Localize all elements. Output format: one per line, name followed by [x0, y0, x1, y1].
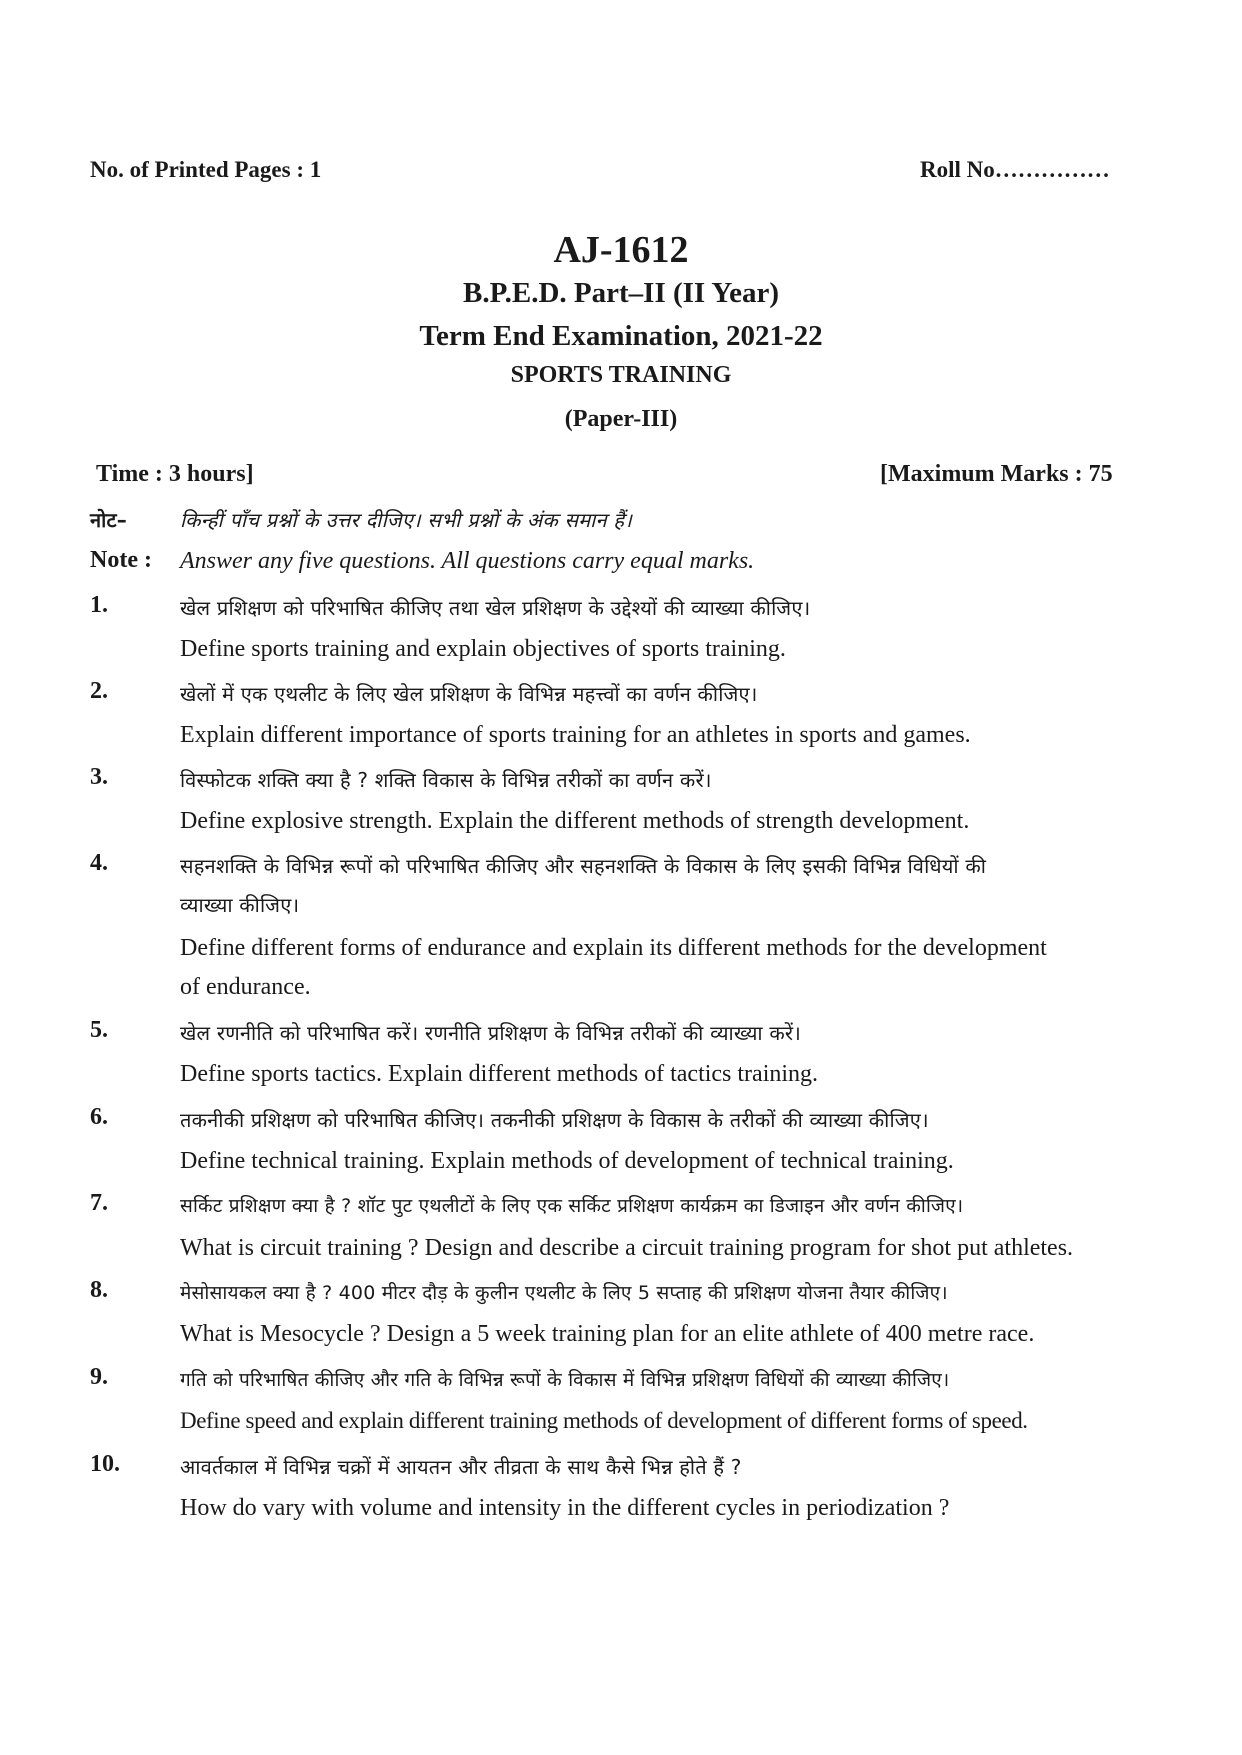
english-note-text: Answer any five questions. All questions carry equal marks.: [180, 548, 755, 574]
printed-pages: No. of Printed Pages : 1: [90, 157, 322, 182]
paper-code: AJ-1612: [553, 229, 689, 271]
question-english: Define sports tactics. Explain different methods of tactics training.: [180, 1061, 819, 1087]
question-hindi: सर्किट प्रशिक्षण क्या है ? शॉट पुट एथलीटों के लिए एक सर्किट प्रशिक्षण कार्यक्रम का डिजाइन और वर्णन कीजिए।: [180, 1195, 964, 1217]
question-number: 1.: [90, 592, 108, 618]
roll-number: Roll No……………: [920, 157, 1110, 182]
hindi-note-text: किन्हीं पाँच प्रश्नों के उत्तर दीजिए। सभी प्रश्नों के अंक समान हैं।: [180, 508, 632, 532]
question-number: 3.: [90, 764, 108, 790]
question-hindi: खेल प्रशिक्षण को परिभाषित कीजिए तथा खेल प्रशिक्षण के उद्देश्यों की व्याख्या कीजिए।: [180, 596, 811, 620]
question-hindi-continued: व्याख्या कीजिए।: [180, 893, 300, 917]
question-number: 2.: [90, 678, 108, 704]
subject-title: SPORTS TRAINING: [510, 362, 732, 388]
maximum-marks: [Maximum Marks : 75: [880, 461, 1113, 487]
question-hindi: खेलों में एक एथलीट के लिए खेल प्रशिक्षण के विभिन्न महत्त्वों का वर्णन कीजिए।: [180, 682, 758, 706]
question-english: Define sports training and explain objectives of sports training.: [180, 636, 786, 662]
question-hindi: मेसोसायकल क्या है ? 400 मीटर दौड़ के कुलीन एथलीट के लिए 5 सप्ताह की प्रशिक्षण योजना तैयार कीजिए।: [180, 1282, 948, 1304]
course-title: B.P.E.D. Part–II (II Year): [462, 277, 780, 309]
question-english: What is circuit training ? Design and describe a circuit training program for shot put athletes.: [180, 1235, 1074, 1261]
question-hindi: आवर्तकाल में विभिन्न चक्रों में आयतन और तीव्रता के साथ कैसे भिन्न होते हैं ?: [180, 1455, 742, 1479]
question-hindi: तकनीकी प्रशिक्षण को परिभाषित कीजिए। तकनीकी प्रशिक्षण के विकास के तरीकों की व्याख्या कीजिए।: [180, 1108, 929, 1132]
question-number: 10.: [90, 1451, 120, 1477]
question-hindi: सहनशक्ति के विभिन्न रूपों को परिभाषित कीजिए और सहनशक्ति के विकास के लिए इसकी विभिन्न विधियों की: [180, 854, 987, 878]
question-english: How do vary with volume and intensity in the different cycles in periodization ?: [180, 1495, 950, 1521]
exam-title: Term End Examination, 2021-22: [419, 320, 823, 352]
question-number: 6.: [90, 1104, 108, 1130]
time-allowed: Time : 3 hours]: [96, 461, 254, 487]
question-english: Define different forms of endurance and explain its different methods for the development: [180, 935, 1047, 961]
question-hindi: गति को परिभाषित कीजिए और गति के विभिन्न रूपों के विकास में विभिन्न प्रशिक्षण विधियों की व्याख्या कीजिए।: [180, 1369, 950, 1391]
paper-number: (Paper-III): [564, 406, 678, 432]
question-english: What is Mesocycle ? Design a 5 week training plan for an elite athlete of 400 metre race.: [180, 1321, 1035, 1347]
question-english-continued: of endurance.: [180, 974, 311, 1000]
english-note-label: Note :: [90, 547, 152, 573]
question-number: 8.: [90, 1277, 108, 1303]
question-hindi: विस्फोटक शक्ति क्या है ? शक्ति विकास के विभिन्न तरीकों का वर्णन करें।: [180, 768, 712, 792]
question-english: Define explosive strength. Explain the different methods of strength development.: [180, 808, 970, 834]
question-number: 7.: [90, 1190, 108, 1216]
question-number: 4.: [90, 850, 108, 876]
question-english: Define technical training. Explain methods of development of technical training.: [180, 1148, 954, 1174]
question-number: 5.: [90, 1017, 108, 1043]
question-english: Explain different importance of sports training for an athletes in sports and games.: [180, 722, 971, 748]
question-hindi: खेल रणनीति को परिभाषित करें। रणनीति प्रशिक्षण के विभिन्न तरीकों की व्याख्या करें।: [180, 1021, 802, 1045]
question-english: Define speed and explain different training methods of development of different forms of speed.: [180, 1408, 1028, 1433]
question-number: 9.: [90, 1364, 108, 1390]
hindi-note-label: नोट–: [90, 508, 127, 532]
